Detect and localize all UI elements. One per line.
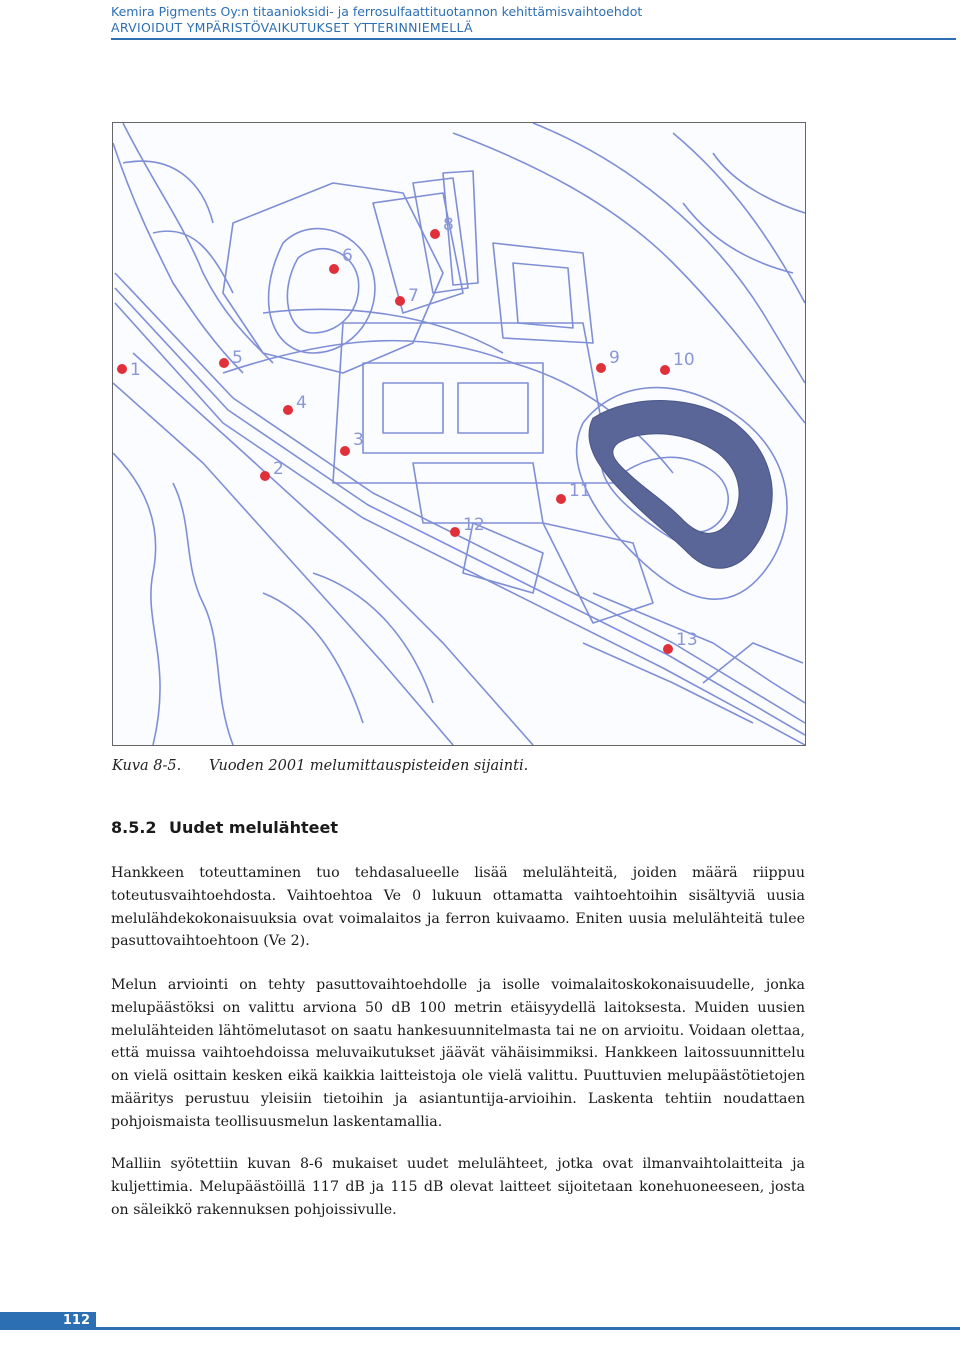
figure-caption-text: Vuoden 2001 melumittauspisteiden sijainti.	[209, 758, 529, 774]
section-number: 8.5.2	[111, 818, 157, 837]
section-heading	[111, 818, 338, 837]
svg-text:12: 12	[463, 515, 485, 535]
svg-text:8: 8	[443, 215, 454, 235]
svg-text:3: 3	[353, 430, 364, 450]
settling-pond	[589, 401, 772, 569]
page-header	[111, 4, 956, 36]
body-paragraph: Hankkeen toteuttaminen tuo tehdasalueelle lisää melulähteitä, joiden määrä riippuu toteutusvaihtoehdosta. Vaihtoehtoa Ve 0 lukuun ottamatta vaihtoehtoihin sisältyviä uusia melulähdekokonaisuuksia ovat voimalaitos ja ferron kuivaamo. Eniten uusia melulähteitä tulee pasuttovaihtoehtoon (Ve 2).	[111, 865, 805, 950]
footer-rule	[0, 1327, 960, 1330]
measurement-point	[117, 360, 141, 380]
svg-text:2: 2	[273, 459, 284, 479]
body-paragraph: Melun arviointi on tehty pasuttovaihtoehdolle ja isolle voimalaitoskokonaisuudelle, jonka melupäästöksi on valittu arviona 50 dB 100 metrin etäisyydellä laitoksesta. Muiden uusien melulähteiden lähtömelutasot on saatu hankesuunnitelmasta tai ne on arvioitu. Voidaan olettaa, että muissa vaihtoehdoissa meluvaikutukset jäävät vähäisimmiksi. Hankkeen laitossuunnittelu on vielä osittain kesken eikä kaikkia laitteistoja ole vielä valittu. Puuttuvien melupäästötietojen määritys perustuu yleisiin tietoihin ja asiantuntija-arvioihin. Laskenta tehtiin noudattaen pohjoismaista teollisuusmelun laskentamallia.	[111, 977, 805, 1130]
header-divider	[111, 38, 956, 40]
svg-text:1: 1	[130, 360, 141, 380]
measurement-point	[663, 630, 698, 654]
measurement-point	[596, 348, 620, 373]
svg-text:7: 7	[408, 286, 419, 306]
measurement-point	[340, 430, 364, 456]
measurement-point	[430, 215, 454, 239]
figure-caption	[112, 758, 528, 774]
measurement-point	[283, 393, 307, 415]
svg-text:11: 11	[569, 481, 591, 501]
measurement-point	[660, 350, 695, 375]
page-number: 112	[0, 1312, 96, 1330]
svg-text:5: 5	[232, 348, 243, 368]
svg-text:6: 6	[342, 246, 353, 266]
svg-text:9: 9	[609, 348, 620, 368]
svg-text:4: 4	[296, 393, 307, 413]
noise-measurement-map	[112, 122, 806, 746]
figure-caption-number: Kuva 8-5.	[112, 758, 182, 774]
measurement-point	[556, 481, 591, 504]
section-title: Uudet melulähteet	[169, 818, 338, 837]
header-report-subtitle: ARVIOIDUT YMPÄRISTÖVAIKUTUKSET YTTERINNIEMELLÄ	[111, 20, 473, 35]
header-report-title: Kemira Pigments Oy:n titaanioksidi- ja ferrosulfaattituotannon kehittämisvaihtoehdot	[111, 4, 643, 19]
svg-text:13: 13	[676, 630, 698, 650]
svg-text:10: 10	[673, 350, 695, 370]
body-paragraph: Malliin syötettiin kuvan 8-6 mukaiset uudet melulähteet, jotka ovat ilmanvaihtolaitteita ja kuljettimia. Melupäästöillä 117 dB ja 115 dB olevat laitteet sijoitetaan konehuoneeseen, josta on säleikkö rakennuksen pohjoissivulle.	[111, 1156, 805, 1218]
measurement-point	[450, 515, 485, 537]
